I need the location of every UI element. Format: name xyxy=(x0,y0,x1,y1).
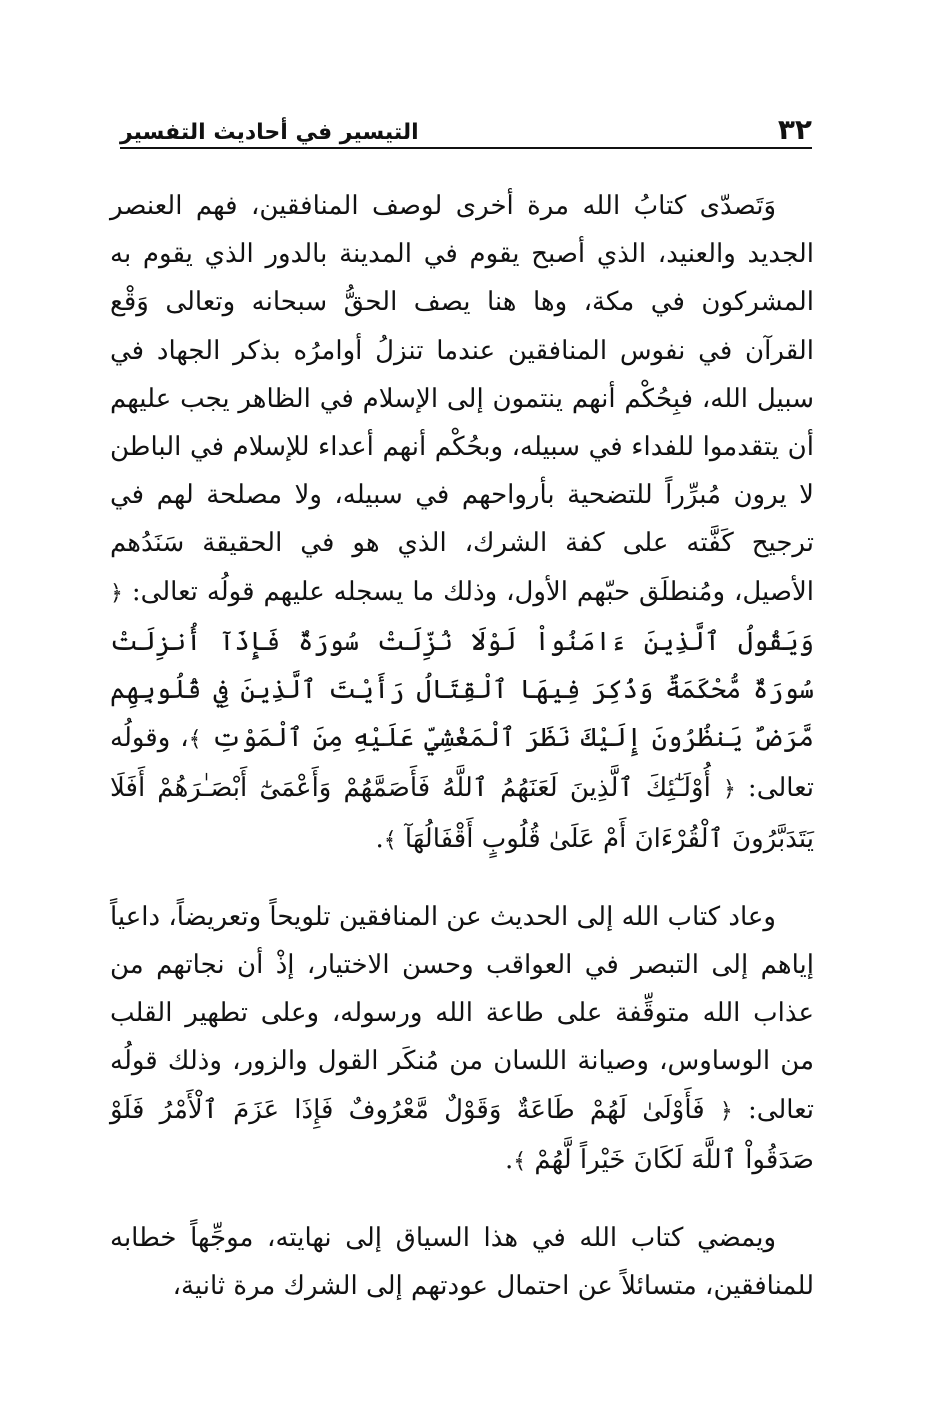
quran-verse: فَأَوْلَىٰ لَهُمْ طَاعَةٌ وَقَوْلٌ مَّعْرُوفٌ فَإِذَا عَزَمَ ٱلْأَمْرُ فَلَوْ صَدَقُواْ ٱللَّهَ لَكَانَ خَيْراً لَّهُمْ xyxy=(110,1094,814,1175)
body-text xyxy=(110,182,814,1310)
text-span: ، وقولُه تعالى: xyxy=(110,723,814,804)
quran-close-bracket: ﴾ xyxy=(513,1148,527,1174)
quran-open-bracket: ﴿ xyxy=(719,1098,733,1124)
text-span: . xyxy=(375,823,384,854)
text-span: ويمضي كتاب الله في هذا السياق إلى نهايته، موجِّهاً خطابه للمنافقين، متسائلاً عن احتمال عودتهم إلى الشرك مرة ثانية، xyxy=(110,1223,814,1302)
running-header xyxy=(120,104,812,144)
text-span: وَتَصدّى كتابُ الله مرة أخرى لوصف المنافقين، فهم العنصر الجديد والعنيد، الذي أصبح يقوم في المدينة بالدور الذي يقوم به المشركون في مكة، وها هنا يصف الحقُّ سبحانه وتعالى وَقْع القرآن في نفوس المنافقين عندما تنزلُ أوامرُه بذكر الجهاد في سبيل الله، فبِحُكْم أنهم ينتمون إلى الإسلام في الظاهر يجب عليهم أن يتقدموا للفداء في سبيله، وبحُكْم أنهم أعداء للإسلام في الباطن لا يرون مُبرِّراً للتضحية بأرواحهم في سبيله، ولا مصلحة لهم في ترجيح كَفَّته على كفة الشرك، الذي هو في الحقيقة سَنَدُهم الأصيل، ومُنطلَق حبّهم الأول، وذلك ما يسجله عليهم قولُه تعالى: xyxy=(110,191,814,607)
quran-close-bracket: ﴾ xyxy=(383,827,397,853)
quran-open-bracket: ﴿ xyxy=(110,580,123,606)
text-span: وعاد كتاب الله إلى الحديث عن المنافقين تلويحاً وتعريضاً، داعياً إياهم إلى التبصر في العواقب وحسن الاختيار، إذْ أن نجاتهم من عذاب الله متوقِّفة على طاعة الله ورسوله، وعلى تطهير القلب من الوساوس، وصيانة اللسان من مُنكَر القول والزور، وذلك قولُه تعالى: xyxy=(110,901,814,1125)
quran-verse: وَيَقُولُ ٱلَّذِينَ ءَامَنُواْ لَوْلَا نُزِّلَتْ سُورَةٌ فَإِذَآ أُنزِلَتْ سُورَةٌ مُّحْكَمَةٌ وَذُكِرَ فِيهَا ٱلْقِتَالُ رَأَيْتَ ٱلَّذِينَ فِي قُلُوبِهِم مَّرَضٌ يَنظُرُونَ إِلَيْكَ نَظَرَ ٱلْمَغْشِيِّ عَلَيْهِ مِنَ ٱلْمَوْتِ xyxy=(110,626,814,754)
paragraph-1 xyxy=(110,182,814,865)
quran-open-bracket: ﴿ xyxy=(722,777,736,803)
quran-close-bracket: ﴾ xyxy=(188,727,202,753)
paragraph-2 xyxy=(110,893,814,1186)
paragraph-3 xyxy=(110,1214,814,1310)
book-title: التيسير في أحاديث التفسير xyxy=(120,120,419,145)
quran-verse: أُوْلَـٰٓئِكَ ٱلَّذِينَ لَعَنَهُمُ ٱللَّهُ فَأَصَمَّهُمْ وَأَعْمَىٰٓ أَبْصَـٰرَهُمْ أَفَلَا يَتَدَبَّرُونَ ٱلْقُرْءَانَ أَمْ عَلَىٰ قُلُوبٍ أَقْفَالُهَآ xyxy=(110,773,814,854)
text-span: . xyxy=(505,1144,514,1175)
header-rule xyxy=(120,147,812,149)
page-number: ٣٢ xyxy=(777,113,812,146)
